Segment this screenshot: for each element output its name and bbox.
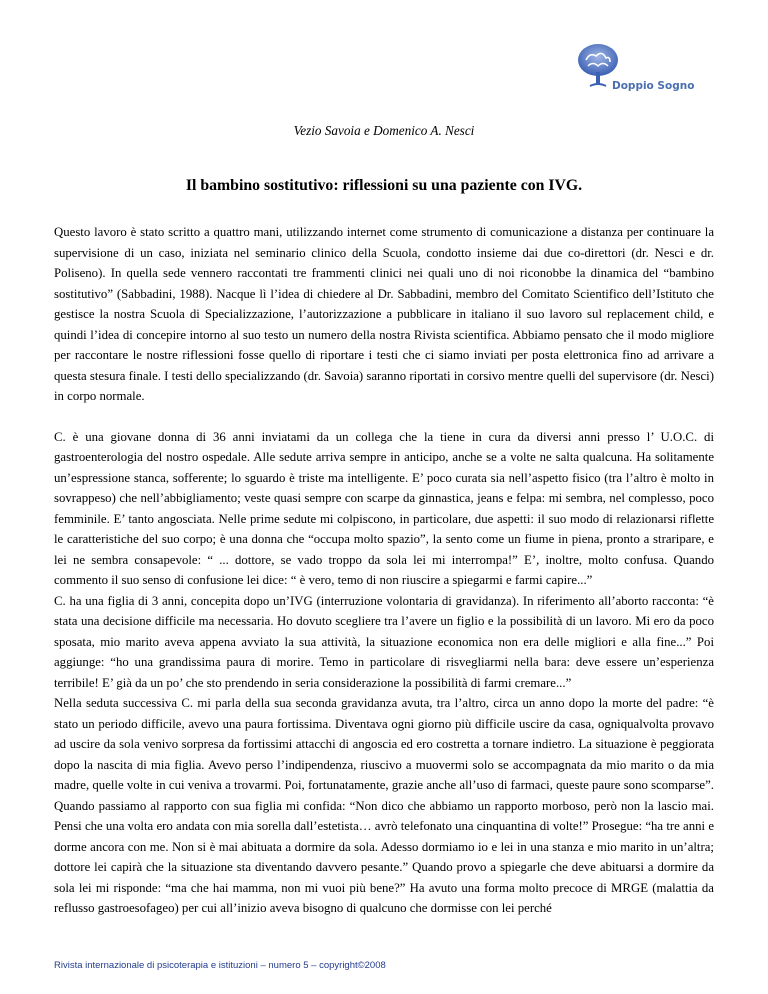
paragraph-daughter: C. ha una figlia di 3 anni, concepita dopo un’IVG (interruzione volontaria di gravidanza). In riferimento all’aborto racconta: “è stata una decisione difficile ma necessaria. Ho dovuto scegliere tra l’avere un figlio e la possibilità di un lavoro. Mi ero da poco sposata, mio marito aveva appena avviato la sua attività, la situazione economica non era delle migliori e alla fine...” Poi aggiunge: “ho una grandissima paura di morire. Temo in particolare di risvegliarmi nella bara: deve essere un’esperienza terribile! E’ già da un po’ che sto prendendo in seria considerazione la possibilità di farmi cremare...” (54, 593, 714, 690)
paragraph-case-description: C. è una giovane donna di 36 anni inviatami da un collega che la tiene in cura da diversi anni presso l’ U.O.C. di gastroenterologia del nostro ospedale. Alle sedute arriva sempre in anticipo, anche se a volte ne salta qualcuna. Ha solitamente un’espressione stanca, sofferente; lo sguardo è triste ma intelligente. E’ poco curata sia nell’aspetto fisico (tra l’altro è molto in sovrappeso) che nell’abbigliamento; veste quasi sempre con scarpe da ginnastica, jeans e felpa: mi sembra, nel complesso, poco femminile. E’ tanto angosciata. Nelle prime sedute mi colpiscono, in particolare, due aspetti: il suo modo di relazionarsi riflette le caratteristiche del suo corpo; è una donna che “occupa molto spazio”, la sento come un fiume in piena, pronto a straripare, e lei ne sembra consapevole: “ ... dottore, se vado troppo da sola lei mi interrompa!” E’, inoltre, molto confusa. Quando commento il suo senso di confusione lei dice: “ è vero, temo di non riuscire a spiegarmi e farmi capire...” (54, 429, 714, 587)
article-title: Il bambino sostitutivo: riflessioni su una paziente con IVG. (185, 177, 583, 194)
article-body (54, 222, 714, 919)
page-footer: Rivista internazionale di psicoterapia e istituzioni – numero 5 – copyright©2008 (54, 960, 386, 971)
authors-line: Vezio Savoia e Domenico A. Nesci (293, 123, 475, 138)
paragraph-second-session: Nella seduta successiva C. mi parla della sua seconda gravidanza avuta, tra l’altro, circa un anno dopo la morte del padre: “è stato un periodo difficile, avevo una paura fortissima. Diventava ogni giorno più difficile uscire da casa, ogniqualvolta provavo ad uscire da sola venivo sorpresa da fortissimi attacchi di angoscia ed ero costretta a tornare indietro. La situazione è peggiorata dopo la nascita di mia figlia. Avevo perso l’indipendenza, riuscivo a muovermi solo se accompagnata da mio marito o da mia madre, quelle volte in cui veniva a trovarmi. Poi, fortunatamente, grazie anche all’uso di farmaci, queste paure sono scomparse”. Quando passiamo al rapporto con sua figlia mi confida: “Non dico che abbiamo un rapporto morboso, però non la lascio mai. Pensi che una volta ero andata con mia sorella dall’estetista… avrò telefonato una cinquantina di volte!” Prosegue: “ha tre anni e dorme ancora con me. Non si è mai abituata a dormire da sola. Adesso dormiamo io e lei in una stanza e mio marito in un’altra; dottore lei capirà che la situazione sta diventando davvero pesante.” Quando provo a spiegarle che deve abituarsi a dormire da sola lei mi risponde: “ma che hai mamma, non mi vuoi più bene?” Ha avuto una forma molto precoce di MRGE (malattia da reflusso gastroesofageo) per cui all’inizio aveva bisogno di qualcuno che dormisse con lei perché (54, 696, 714, 915)
paragraph-intro: Questo lavoro è stato scritto a quattro mani, utilizzando internet come strumento di comunicazione a distanza per continuare la supervisione di un caso, iniziata nel seminario clinico della Scuola, condotto insieme dai due co-direttori (dr. Nesci e dr. Poliseno). In quella sede vennero raccontati tre frammenti clinici nei quali uno di noi riconobbe la dinamica del “bambino sostitutivo” (Sabbadini, 1988). Nacque lì l’idea di chiedere al Dr. Sabbadini, membro del Comitato Scientifico dell’Istituto che gestisce la nostra Scuola di Specializzazione, l’autorizzazione a pubblicare in italiano il suo lavoro sul replacement child, e quindi l’idea di concepire intorno al suo testo un numero della nostra Rivista scientifica. Abbiamo pensato che il modo migliore per raccontare le nostre riflessioni fosse quello di riportare i testi che ci siamo inviati per posta elettronica fino ad arrivare a questa stesura finale. I testi dello specializzando (dr. Savoia) saranno riportati in corsivo mentre quelli del supervisore (dr. Nesci) in corpo normale. (54, 225, 714, 403)
logo-label: Doppio Sogno (612, 80, 695, 92)
